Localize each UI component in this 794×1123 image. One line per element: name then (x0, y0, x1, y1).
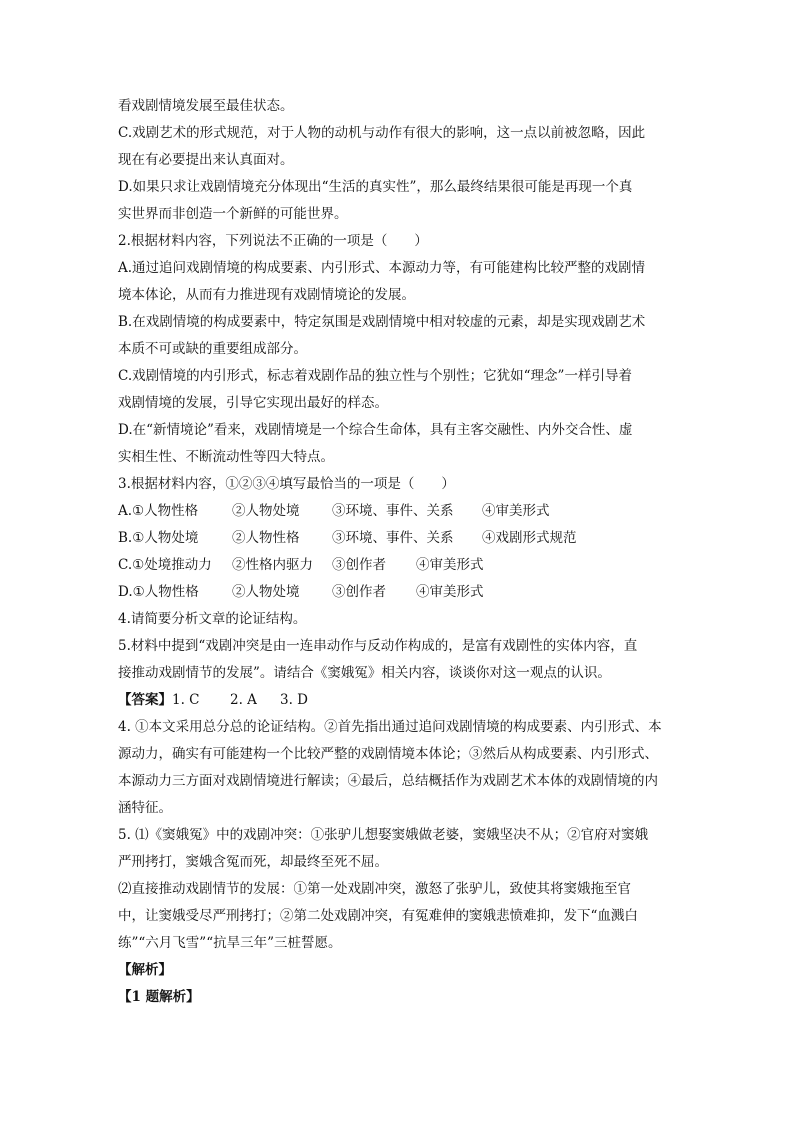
text-line: C.戏剧艺术的形式规范，对于人物的动机与动作有很大的影响，这一点以前被忽略，因此 (118, 125, 646, 141)
text-line: 源动力，确实有可能建构一个比较严整的戏剧情境本体论；③然后从构成要素、内引形式、 (118, 746, 658, 762)
text-line: 4. ①本文采用总分总的论证结构。②首先指出通过追问戏剧情境的构成要素、内引形式、本 (118, 719, 662, 735)
option-cell: ④审美形式 (416, 557, 484, 573)
question-4: 4.请简要分析文章的论证结构。 (118, 611, 307, 627)
text-line: D.在“新情境论”看来，戏剧情境是一个综合生命体，具有主客交融性、内外交合性、虚 (118, 422, 633, 438)
text-line: 实相生性、不断流动性等四大特点。 (118, 449, 334, 465)
answer-label: 【答案】 (118, 692, 172, 708)
option-cell: ④审美形式 (482, 503, 550, 519)
answer-item: 3. D (280, 692, 308, 708)
option-cell: ②人物处境 (232, 584, 300, 600)
text-line: 练”“六月飞雪”“抗旱三年”三桩誓愿。 (118, 935, 342, 951)
option-cell: ③创作者 (332, 584, 386, 600)
option-row-c (118, 556, 484, 574)
option-cell: A.①人物性格 (118, 503, 199, 519)
text-line: 本质不可或缺的重要组成部分。 (118, 341, 307, 357)
option-cell: B.①人物处境 (118, 530, 199, 546)
option-cell: ②人物处境 (232, 503, 300, 519)
analysis-heading: 【解析】 (118, 962, 172, 978)
answer-line (118, 691, 308, 709)
answer-item: 1. C (172, 692, 200, 708)
answer-item: 2. A (230, 692, 257, 708)
text-line: 严刑拷打，窦娥含冤而死，却最终至死不屈。 (118, 854, 388, 870)
question-2: 2.根据材料内容，下列说法不正确的一项是（ ） (118, 233, 428, 249)
text-line: 看戏剧情境发展至最佳状态。 (118, 98, 294, 114)
text-line: 戏剧情境的发展，引导它实现出最好的样态。 (118, 395, 388, 411)
text-line: 本源动力三方面对戏剧情境进行解读；④最后，总结概括作为戏剧艺术本体的戏剧情境的内 (118, 773, 658, 789)
text-line: 接推动戏剧情节的发展”。请结合《窦娥冤》相关内容，谈谈你对这一观点的认识。 (118, 665, 611, 681)
text-line: C.戏剧情境的内引形式，标志着戏剧作品的独立性与个别性；它犹如“理念”一样引导着 (118, 368, 632, 384)
option-cell: C.①处境推动力 (118, 557, 212, 573)
option-row-a (118, 502, 550, 520)
option-row-d (118, 583, 484, 601)
text-line: 中，让窦娥受尽严刑拷打；②第二处戏剧冲突，有冤难伸的窦娥悲愤难抑，发下“血溅白 (118, 908, 638, 924)
text-line: 境本体论，从而有力推进现有戏剧情境论的发展。 (118, 287, 415, 303)
option-cell: ②性格内驱力 (232, 557, 313, 573)
option-cell: ③环境、事件、关系 (332, 530, 454, 546)
question-3: 3.根据材料内容，①②③④填写最恰当的一项是（ ） (118, 476, 455, 492)
option-cell: ③环境、事件、关系 (332, 503, 454, 519)
text-line: D.如果只求让戏剧情境充分体现出“生活的真实性”，那么最终结果很可能是再现一个真 (118, 179, 633, 195)
option-cell: ②人物性格 (232, 530, 300, 546)
text-line: 涵特征。 (118, 800, 172, 816)
option-cell: ③创作者 (332, 557, 386, 573)
text-line: 实世界而非创造一个新鲜的可能世界。 (118, 206, 348, 222)
option-cell: ④审美形式 (416, 584, 484, 600)
analysis-subheading: 【1 题解析】 (118, 989, 200, 1005)
question-5: 5.材料中提到“戏剧冲突是由一连串动作与反动作构成的，是富有戏剧性的实体内容，直 (118, 638, 638, 654)
text-line: 现在有必要提出来认真面对。 (118, 152, 294, 168)
text-line: 5. ⑴《窦娥冤》中的戏剧冲突：①张驴儿想娶窦娥做老婆，窦娥坚决不从；②官府对窦娥 (118, 827, 649, 843)
option-row-b (118, 529, 577, 547)
text-line: A.通过追问戏剧情境的构成要素、内引形式、本源动力等，有可能建构比较严整的戏剧情 (118, 260, 646, 276)
option-cell: ④戏剧形式规范 (482, 530, 577, 546)
option-cell: D.①人物性格 (118, 584, 199, 600)
text-line: B.在戏剧情境的构成要素中，特定氛围是戏剧情境中相对较虚的元素，却是实现戏剧艺术 (118, 314, 646, 330)
text-line: ⑵直接推动戏剧情节的发展：①第一处戏剧冲突，激怒了张驴儿，致使其将窦娥拖至官 (118, 881, 631, 897)
